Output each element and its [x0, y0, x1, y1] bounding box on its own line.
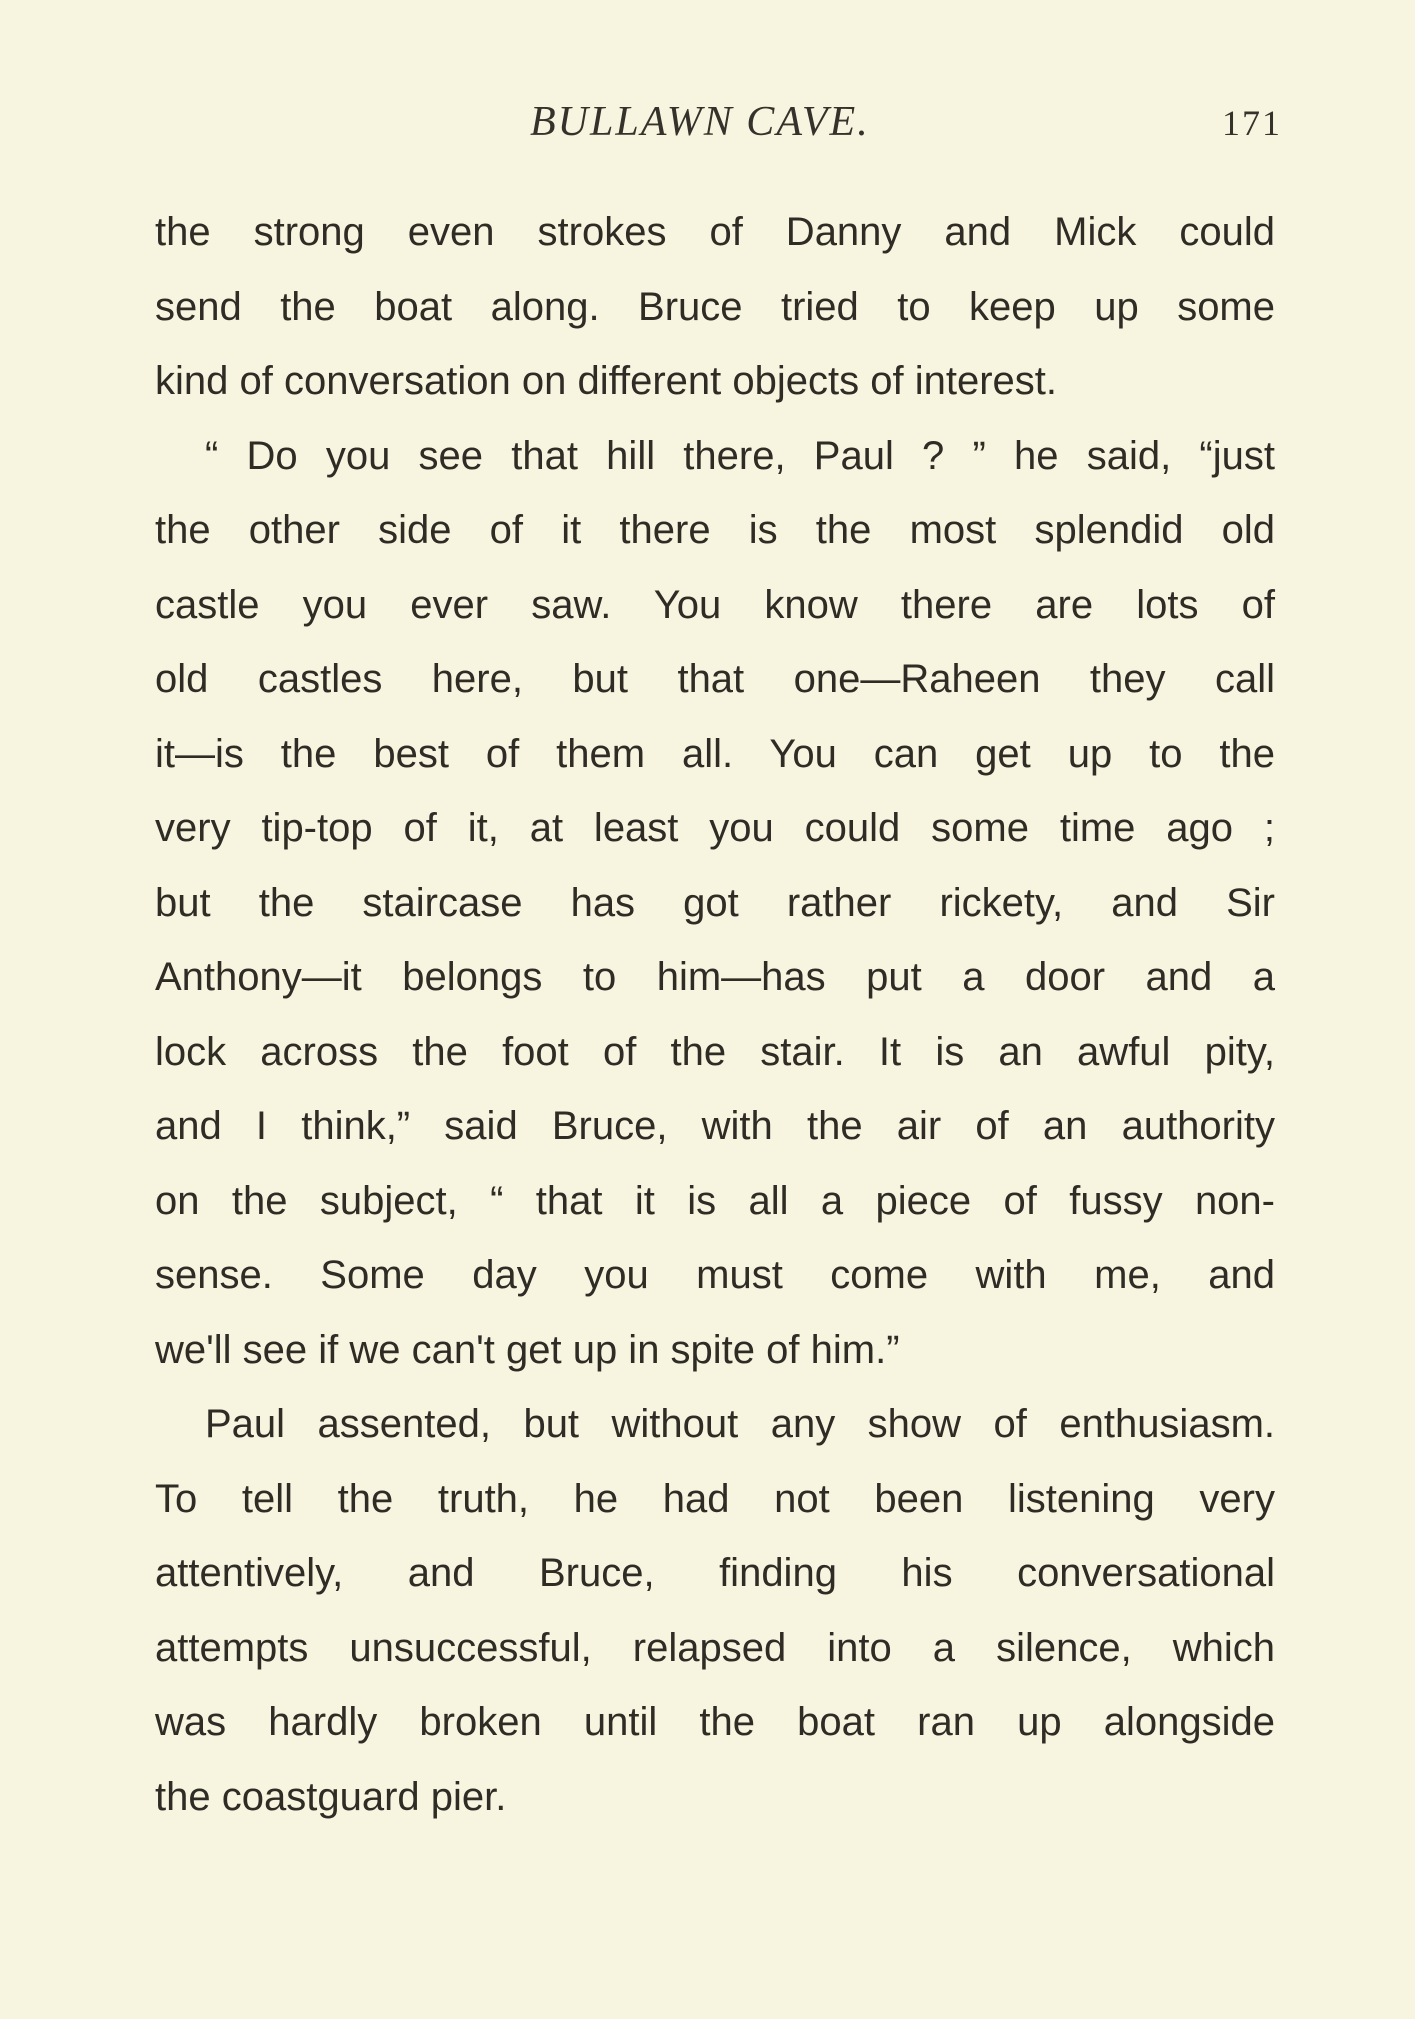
- text-line: and I think,” said Bruce, with the air of an authority: [155, 1104, 1275, 1148]
- text-line: the other side of it there is the most splendid old: [155, 508, 1275, 552]
- text-line: but the staircase has got rather rickety, and Sir: [155, 880, 1275, 925]
- running-title: BULLAWN CAVE.: [530, 99, 870, 145]
- running-head: [0, 98, 1415, 148]
- text-line: Paul assented, but without any show of enthusiasm.: [205, 1402, 1275, 1446]
- text-line: attentively, and Bruce, finding his conversational: [155, 1551, 1275, 1595]
- text-line: To tell the truth, he had not been listening very: [155, 1476, 1275, 1521]
- text-line: old castles here, but that one—Raheen they call: [155, 657, 1275, 701]
- text-line: was hardly broken until the boat ran up alongside: [155, 1700, 1275, 1744]
- text-line: attempts unsuccessful, relapsed into a silence, which: [155, 1625, 1275, 1670]
- body-text: [155, 195, 1275, 1834]
- text-line: we'll see if we can't get up in spite of him.”: [155, 1327, 900, 1372]
- text-line: the coastguard pier.: [155, 1774, 507, 1819]
- text-line: Anthony—it belongs to him—has put a door and a: [155, 955, 1275, 999]
- page-number: 171: [1222, 103, 1282, 143]
- text-line: the strong even strokes of Danny and Mick could: [155, 210, 1275, 254]
- text-line: lock across the foot of the stair. It is an awful pity,: [155, 1029, 1275, 1074]
- text-line: “ Do you see that hill there, Paul ? ” he said, “just: [205, 433, 1275, 478]
- text-line: on the subject, “ that it is all a piece of fussy non-: [155, 1178, 1275, 1223]
- text-line: very tip-top of it, at least you could some time ago ;: [155, 806, 1275, 850]
- text-line: castle you ever saw. You know there are lots of: [155, 582, 1275, 627]
- text-line: sense. Some day you must come with me, and: [155, 1253, 1275, 1297]
- text-line: kind of conversation on different objects of interest.: [155, 359, 1058, 403]
- text-line: it—is the best of them all. You can get up to the: [155, 731, 1275, 776]
- text-line: send the boat along. Bruce tried to keep up some: [155, 284, 1275, 329]
